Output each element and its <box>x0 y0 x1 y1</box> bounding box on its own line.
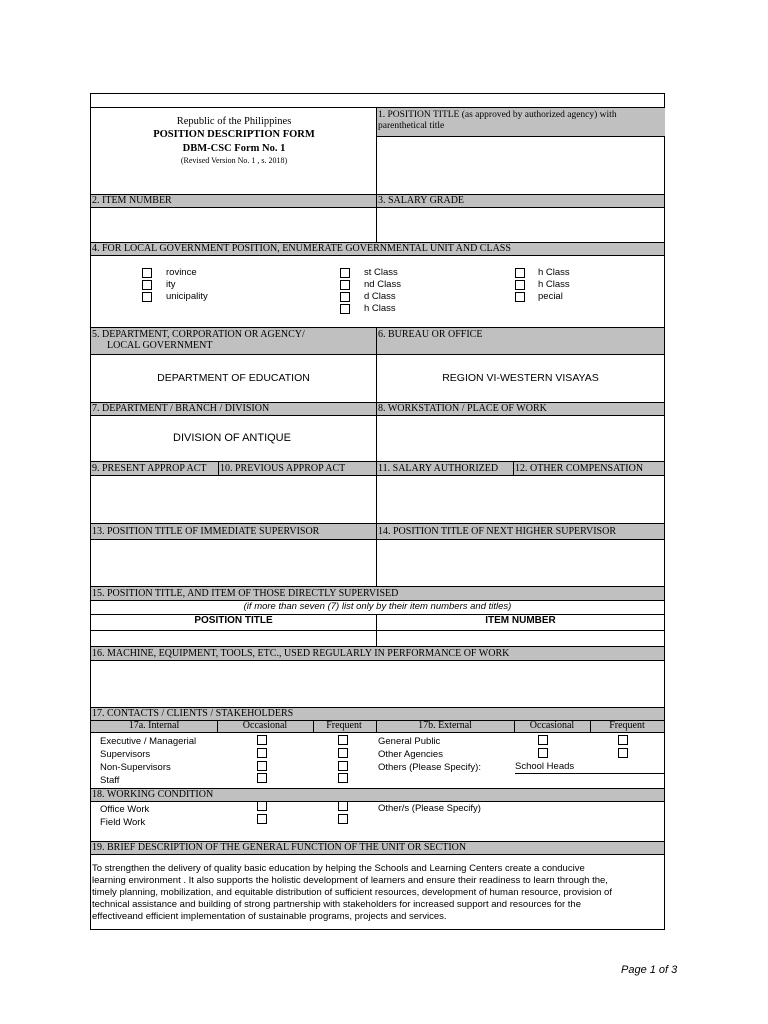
s7-label: 7. DEPARTMENT / BRANCH / DIVISION <box>92 403 270 414</box>
general-public-label: General Public <box>378 736 441 747</box>
s5-s6-header: 5. DEPARTMENT, CORPORATION OR AGENCY/ LOCAL GOVERNMENT 6. BUREAU OR OFFICE <box>91 327 664 355</box>
external-col-header: 17b. External <box>418 720 472 731</box>
division-value: DIVISION OF ANTIQUE <box>173 432 291 444</box>
staff-label: Staff <box>100 775 120 786</box>
s18-header: 18. WORKING CONDITION <box>91 788 664 802</box>
s2-s3-header <box>91 194 664 208</box>
internal-col-header: 17a. Internal <box>128 720 180 731</box>
city-checkbox[interactable] <box>142 280 152 290</box>
form-number: DBM-CSC Form No. 1 <box>182 143 286 154</box>
class-2-checkbox[interactable] <box>340 280 350 290</box>
s15-header: 15. POSITION TITLE, AND ITEM OF THOSE DIRECTLY SUPERVISED <box>91 586 664 601</box>
form-header <box>91 116 377 166</box>
s6-label: 6. BUREAU OR OFFICE <box>378 329 483 340</box>
office-occasional-checkbox[interactable] <box>257 801 267 811</box>
sup-occasional-checkbox[interactable] <box>257 748 267 758</box>
field-occasional-checkbox[interactable] <box>257 814 267 824</box>
non-supervisors-label: Non-Supervisors <box>100 762 171 773</box>
agencies-occasional-checkbox[interactable] <box>538 748 548 758</box>
form-revision: (Revised Version No. 1 , s. 2018) <box>180 156 288 165</box>
page-number: Page 1 of 3 <box>621 964 678 976</box>
salary-grade-field[interactable] <box>377 208 664 242</box>
s12-label: 12. OTHER COMPENSATION <box>515 463 644 474</box>
supervisors-label: Supervisors <box>100 749 151 760</box>
position-title-col-header: POSITION TITLE <box>194 615 273 626</box>
external-rows <box>378 735 481 774</box>
others-condition-label: Other/s (Please Specify) <box>378 803 481 814</box>
field-frequent-checkbox[interactable] <box>338 814 348 824</box>
special-checkbox[interactable] <box>515 292 525 302</box>
s15-note: (if more than seven (7) list only by their item numbers and titles) <box>243 601 512 612</box>
item-number-field[interactable] <box>91 208 376 242</box>
s3-label: 3. SALARY GRADE <box>378 195 465 206</box>
s8-label: 8. WORKSTATION / PLACE OF WORK <box>378 403 547 414</box>
class-1-checkbox[interactable] <box>340 268 350 278</box>
staff-frequent-checkbox[interactable] <box>338 773 348 783</box>
s9-label: 9. PRESENT APPROP ACT <box>92 463 207 474</box>
office-work-label: Office Work <box>100 804 150 815</box>
bureau-value: REGION VI-WESTERN VISAYAS <box>442 372 599 384</box>
republic-text: Republic of the Philippines <box>176 116 292 127</box>
executive-managerial-label: Executive / Managerial <box>100 736 197 747</box>
s7-s8-header <box>91 402 664 416</box>
office-frequent-checkbox[interactable] <box>338 801 348 811</box>
s19-header: 19. BRIEF DESCRIPTION OF THE GENERAL FUNCTION OF THE UNIT OR SECTION <box>91 841 664 855</box>
nonsup-occasional-checkbox[interactable] <box>257 761 267 771</box>
department-value: DEPARTMENT OF EDUCATION <box>157 372 310 384</box>
others-specify-label: Others (Please Specify): <box>378 762 481 773</box>
s10-label: 10. PREVIOUS APPROP ACT <box>220 463 346 474</box>
staff-occasional-checkbox[interactable] <box>257 773 267 783</box>
s4-header: 4. FOR LOCAL GOVERNMENT POSITION, ENUMERATE GOVERNMENTAL UNIT AND CLASS <box>91 242 664 256</box>
agencies-frequent-checkbox[interactable] <box>618 748 628 758</box>
s1-header: 1. POSITION TITLE (as approved by authorized agency) with parenthetical title <box>377 107 665 137</box>
class-3-checkbox[interactable] <box>340 292 350 302</box>
public-occasional-checkbox[interactable] <box>538 735 548 745</box>
form-frame: Republic of the Philippines POSITION DESCRIPTION FORM DBM-CSC Form No. 1 (Revised Version No. 1 , s. 2018) 1. POSITION TITLE (as approved by authorized agency) with parenthetical title 2. ITEM NUMBER 3. SALARY GRADE 4. FOR LOCAL GOVERNMENT POSITION, ENUMERATE GOVERNMENTAL UNIT AND CLASS rovince ity unicipality st Class nd Class d Class h Class h Class h Class pecial 5. DEPARTMENT, CORPORATION OR AGENCY/ LOCAL GOVERNMENT 6. BUREAU OR OFFICE DEPARTMENT OF EDUCATION REGION VI-WESTERN VISAYAS 7. DEPARTMENT / BRANCH / DIVISION 8. WORKSTATION / PLACE OF WORK DIVISION OF ANTIQUE 9. PRESENT APPROP ACT 10. PREVIOUS APPROP ACT 11. SALARY AUTHORIZED 12. OTHER COMPENSATION 13. POSITION TITLE OF IMMEDIATE SUPERVISOR 14. POSITION TITLE OF NEXT HIGHER SUPERVISOR 15. POSITION TITLE, AND ITEM OF THOSE DIRECTLY SUPERVISED (if more than seven (7) list only by their item numbers and titles) POSITION TITLE ITEM NUMBER 16. MACHINE, EQUIPMENT, TOOLS, ETC., USED REGULARLY IN PERFORMANCE OF WORK 17. CONTACTS / CLIENTS / STAKEHOLDERS 17a. Internal Occasional Frequent 17b. External Occasional Frequent Executive / Managerial Supervisors Non-Supervisors Staff General Public Other Agencies Others (Please Specify): School Heads 18. WORKING CONDITION Office Work Field Work Other/s (Please Specify) 19. BRIEF DESCRIPTION OF THE GENERAL FUNCTION OF THE UNIT OR SECTION To strengthen the delivery of quality basic education by helping the Schools and Learning Centers create a conducive learning environment . It also supports the holistic development of learners and ensure their readiness to learn through the, timely planning, mobilization, and equitable distribution of sufficient resources, development of human resource, provision of technical assistance and building of strong partnership with stakeholders for increased support and resources for the effectiveand efficient implementation of sustainable programs, projects and services. <box>90 93 665 930</box>
s14-label: 14. POSITION TITLE OF NEXT HIGHER SUPERVISOR <box>378 526 617 537</box>
exec-occasional-checkbox[interactable] <box>257 735 267 745</box>
working-condition-rows <box>100 803 149 829</box>
public-frequent-checkbox[interactable] <box>618 735 628 745</box>
province-checkbox[interactable] <box>142 268 152 278</box>
item-number-col-header: ITEM NUMBER <box>485 615 556 626</box>
s9-s12-header <box>91 461 664 476</box>
workstation-field[interactable] <box>377 416 664 461</box>
exec-frequent-checkbox[interactable] <box>338 735 348 745</box>
field-work-label: Field Work <box>100 817 146 828</box>
s17-subheader: 17a. Internal Occasional Frequent 17b. External Occasional Frequent <box>91 721 664 733</box>
s2-label: 2. ITEM NUMBER <box>92 195 172 206</box>
s13-s14-header <box>91 523 664 540</box>
other-agencies-label: Other Agencies <box>378 749 443 760</box>
function-description: To strengthen the delivery of quality basic education by helping the Schools and Learning Centers create a conducive learning environment . It also supports the holistic development of learners and ensure their readiness to learn through the, timely planning, mobilization, and equitable distribution of sufficient resources, development of human resource, provision of technical assistance and building of strong partnership with stakeholders for increased support and resources for the effectiveand efficient implementation of sustainable programs, projects and services. <box>92 863 612 922</box>
municipality-checkbox[interactable] <box>142 292 152 302</box>
class-6-checkbox[interactable] <box>515 280 525 290</box>
form-title: POSITION DESCRIPTION FORM <box>153 129 315 140</box>
sup-frequent-checkbox[interactable] <box>338 748 348 758</box>
s17-header: 17. CONTACTS / CLIENTS / STAKEHOLDERS <box>91 707 664 721</box>
s16-header: 16. MACHINE, EQUIPMENT, TOOLS, ETC., USED REGULARLY IN PERFORMANCE OF WORK <box>91 646 664 661</box>
others-specify-value[interactable]: School Heads <box>515 761 664 774</box>
internal-rows <box>100 735 196 787</box>
s13-label: 13. POSITION TITLE OF IMMEDIATE SUPERVISOR <box>92 526 320 537</box>
nonsup-frequent-checkbox[interactable] <box>338 761 348 771</box>
s5-label: 5. DEPARTMENT, CORPORATION OR AGENCY/ <box>92 329 305 340</box>
s11-label: 11. SALARY AUTHORIZED <box>378 463 499 474</box>
class-5-checkbox[interactable] <box>515 268 525 278</box>
class-4-checkbox[interactable] <box>340 304 350 314</box>
s1-value-field[interactable] <box>378 138 664 194</box>
